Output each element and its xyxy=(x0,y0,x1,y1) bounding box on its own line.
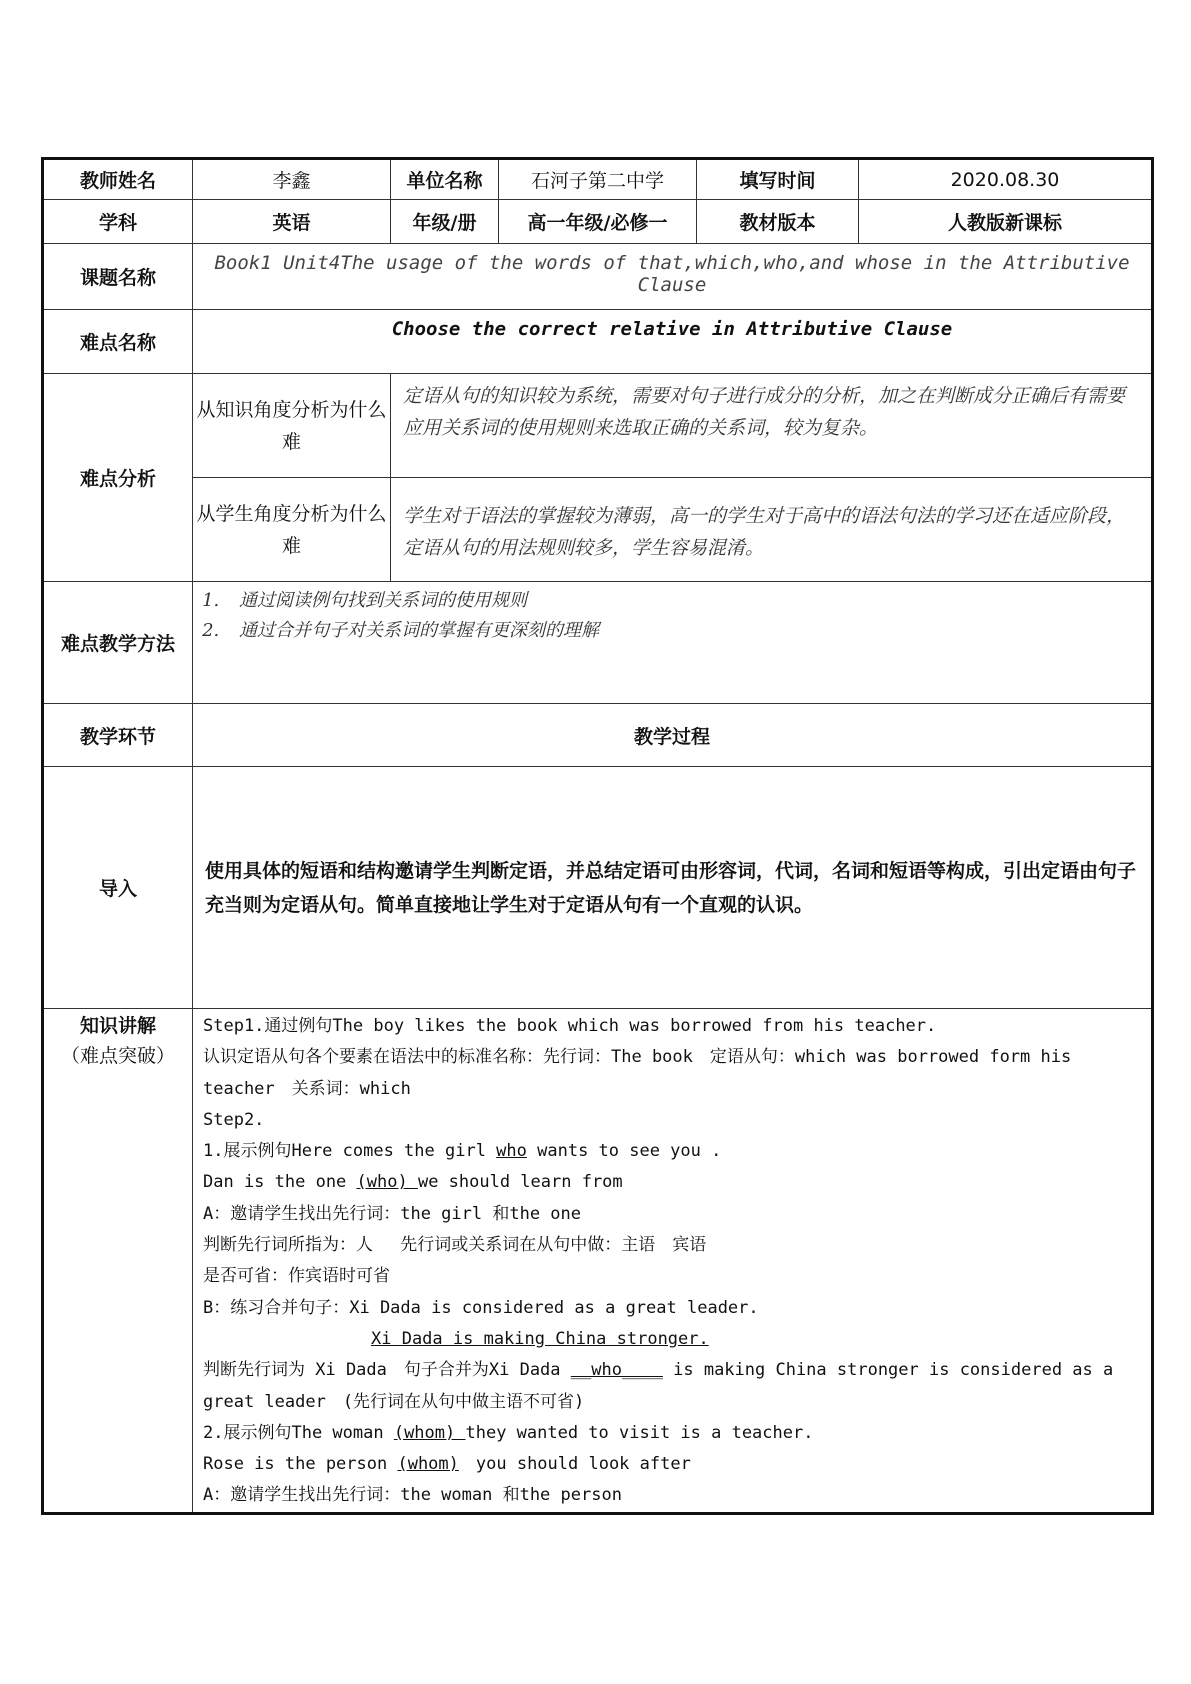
topic-label: 课题名称 xyxy=(43,244,193,310)
text-span: is making China stronger is considered as a great leader (先行词在从句中做主语不可省) xyxy=(203,1360,1114,1412)
teacher-value: 李鑫 xyxy=(193,159,391,200)
text-span: wants to see you . xyxy=(526,1141,722,1162)
methods-item: 1. 通过阅读例句找到关系词的使用规则 xyxy=(225,586,1139,616)
text-span: Rose is the person xyxy=(203,1454,398,1475)
info-row-2 xyxy=(43,200,1153,244)
knowledge-line xyxy=(203,1324,1141,1355)
knowledge-line xyxy=(203,1449,1141,1480)
difficulty-value: Choose the correct relative in Attributive Clause xyxy=(193,310,1153,374)
process-header-row xyxy=(43,704,1153,767)
grade-label: 年级/册 xyxy=(391,200,499,244)
knowledge-angle-text: 定语从句的知识较为系统，需要对句子进行成分的分析，加之在判断成分正确后有需要应用关系词的使用规则来选取正确的关系词，较为复杂。 xyxy=(391,374,1153,478)
knowledge-line xyxy=(203,1355,1141,1418)
knowledge-line: Step1.通过例句The boy likes the book which was borrowed from his teacher. xyxy=(203,1016,937,1036)
underlined-answer: __who____ xyxy=(570,1360,663,1381)
intro-label: 导入 xyxy=(43,767,193,1009)
lesson-plan-table xyxy=(41,157,1154,1515)
info-row-1 xyxy=(43,159,1153,200)
text-span: 1.展示例句Here comes the girl xyxy=(203,1141,497,1162)
analysis-row-1 xyxy=(43,374,1153,478)
text-span: they wanted to visit is a teacher. xyxy=(465,1422,814,1443)
knowledge-line xyxy=(203,1136,1141,1167)
underlined-sentence: Xi Dada is making China stronger. xyxy=(371,1328,709,1349)
knowledge-line: Step2. xyxy=(203,1109,265,1130)
teacher-label: 教师姓名 xyxy=(43,159,193,200)
edition-value: 人教版新课标 xyxy=(859,200,1153,244)
unit-value: 石河子第二中学 xyxy=(499,159,697,200)
methods-item: 2. 通过合并句子对关系词的掌握有更深刻的理解 xyxy=(225,616,1139,646)
text-span: we should learn from xyxy=(417,1172,623,1193)
text-span: you should look after xyxy=(458,1454,691,1475)
process-header: 教学过程 xyxy=(193,704,1153,767)
difficulty-row xyxy=(43,310,1153,374)
analysis-label: 难点分析 xyxy=(43,374,193,582)
subject-value: 英语 xyxy=(193,200,391,244)
knowledge-line: 判断先行词所指为：人 先行词或关系词在从句中做：主语 宾语 xyxy=(203,1235,707,1256)
knowledge-line: A：邀请学生找出先行词：the girl 和the one xyxy=(203,1203,581,1224)
grade-value: 高一年级/必修一 xyxy=(499,200,697,244)
text-span: Dan is the one xyxy=(203,1172,357,1193)
knowledge-line xyxy=(203,1418,1141,1449)
knowledge-line: A：邀请学生找出先行词：the woman 和the person xyxy=(203,1485,622,1506)
knowledge-angle-label: 从知识角度分析为什么难 xyxy=(193,374,391,478)
knowledge-label-line1: 知识讲解 xyxy=(79,1015,156,1037)
methods-row xyxy=(43,582,1153,704)
student-angle-label: 从学生角度分析为什么难 xyxy=(193,478,391,582)
knowledge-row xyxy=(43,1009,1153,1514)
knowledge-line: 认识定语从句各个要素在语法中的标准名称：先行词：The book 定语从句：which was borrowed form his teacher 关系词：which xyxy=(203,1047,1072,1099)
date-label: 填写时间 xyxy=(697,159,859,200)
subject-label: 学科 xyxy=(43,200,193,244)
intro-text: 使用具体的短语和结构邀请学生判断定语，并总结定语可由形容词，代词，名词和短语等构成，引出定语由句子充当则为定语从句。简单直接地让学生对于定语从句有一个直观的认识。 xyxy=(193,767,1153,1009)
analysis-row-2 xyxy=(43,478,1153,582)
topic-value: Book1 Unit4The usage of the words of that,which,who,and whose in the Attributive Clause xyxy=(193,244,1153,310)
text-span: 2.展示例句The woman xyxy=(203,1422,394,1443)
difficulty-label: 难点名称 xyxy=(43,310,193,374)
methods-content xyxy=(193,582,1153,704)
knowledge-line xyxy=(203,1167,1141,1198)
knowledge-content xyxy=(193,1009,1153,1514)
knowledge-line: 是否可省：作宾语时可省 xyxy=(203,1266,390,1287)
knowledge-line: B：练习合并句子：Xi Dada is considered as a great leader. xyxy=(203,1297,759,1318)
topic-row xyxy=(43,244,1153,310)
unit-label: 单位名称 xyxy=(391,159,499,200)
underlined-answer: (whom) xyxy=(397,1454,459,1475)
methods-list xyxy=(205,586,1139,646)
edition-label: 教材版本 xyxy=(697,200,859,244)
underlined-answer: (whom) xyxy=(393,1422,466,1443)
stage-header: 教学环节 xyxy=(43,704,193,767)
knowledge-label-line2: （难点突破） xyxy=(60,1045,175,1067)
methods-label: 难点教学方法 xyxy=(43,582,193,704)
underlined-answer: who xyxy=(496,1141,527,1162)
student-angle-text: 学生对于语法的掌握较为薄弱，高一的学生对于高中的语法句法的学习还在适应阶段，定语从句的用法规则较多，学生容易混淆。 xyxy=(391,478,1153,582)
underlined-answer: (who) xyxy=(356,1172,418,1193)
intro-row xyxy=(43,767,1153,1009)
text-span: 判断先行词为 Xi Dada 句子合并为Xi Dada xyxy=(203,1360,571,1381)
date-value: 2020.08.30 xyxy=(859,159,1153,200)
knowledge-label xyxy=(43,1009,193,1514)
